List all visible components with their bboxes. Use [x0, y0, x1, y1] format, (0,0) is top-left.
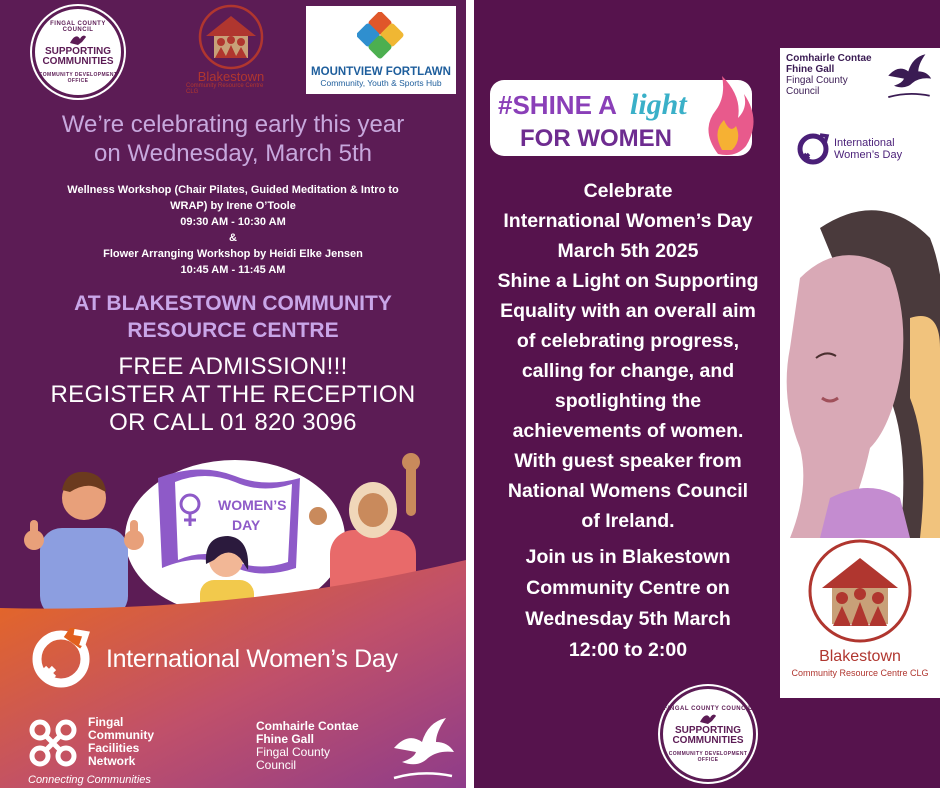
- banner-fcc-text: [786, 53, 872, 97]
- side-banner: [780, 48, 940, 698]
- fcc-line: Council: [786, 86, 820, 97]
- logo-ring-top: FINGAL COUNTY COUNCIL: [663, 705, 753, 712]
- blakestown-house-icon: [800, 536, 920, 646]
- description-line: March 5th 2025: [557, 240, 699, 262]
- join-line: Community Centre on: [526, 577, 730, 599]
- venue-heading: [0, 290, 466, 344]
- join-us-info: [474, 542, 782, 666]
- admission-line: FREE ADMISSION!!!: [118, 353, 348, 380]
- fingal-bird-icon: [388, 712, 458, 782]
- logo-main-text: SUPPORTING COMMUNITIES: [42, 45, 114, 67]
- schedule-line: Flower Arranging Workshop by Heidi Elke Jensen: [103, 248, 363, 260]
- description-line: of celebrating progress,: [516, 330, 740, 352]
- schedule-separator: &: [229, 232, 237, 244]
- blakestown-sub: Community Resource Centre CLG: [186, 83, 264, 95]
- flag-text-2: DAY: [232, 517, 261, 533]
- logo-ring-bottom: COMMUNITY DEVELOPMENT OFFICE: [38, 71, 118, 84]
- bird-icon: [698, 712, 718, 726]
- banner-iwd-logo: [796, 132, 902, 166]
- mountview-title: MOUNTVIEW FORTLAWN: [311, 66, 451, 78]
- fcfn-line: Network: [88, 754, 136, 768]
- house-people-icon: [194, 4, 268, 70]
- fcfn-tagline: Connecting Communities: [28, 774, 151, 786]
- fcc-line: Fhine Gall: [256, 732, 315, 746]
- flag-text-1: WOMEN’S: [218, 497, 287, 513]
- women-profile-illustration: [780, 198, 940, 538]
- description-line: National Womens Council: [507, 480, 749, 502]
- schedule-time: 10:45 AM - 11:45 AM: [180, 264, 286, 276]
- event-description: [474, 176, 782, 536]
- admission-info: [0, 353, 466, 437]
- admission-line: OR CALL 01 820 3096: [109, 409, 357, 436]
- shine-text-2: light: [630, 88, 687, 121]
- venue-line-1: AT BLAKESTOWN COMMUNITY: [74, 292, 392, 315]
- logo-ring-top: FINGAL COUNTY COUNCIL: [50, 20, 106, 33]
- schedule-time: 09:30 AM - 10:30 AM: [180, 216, 286, 228]
- mountview-sub: Community, Youth & Sports Hub: [320, 78, 442, 88]
- iwd-symbol-icon: [796, 132, 830, 166]
- blakestown-name: Blakestown: [197, 69, 265, 84]
- fcc-line: Comhairle Contae: [256, 719, 359, 733]
- iwd-symbol-icon: [30, 628, 92, 690]
- description-line: With guest speaker from: [514, 450, 742, 472]
- bird-icon: [68, 33, 88, 47]
- fcc-line: Comhairle Contae: [786, 53, 872, 64]
- shine-a-light-logo: [490, 70, 760, 162]
- admission-line: REGISTER AT THE RECEPTION: [50, 381, 416, 408]
- mountview-fortlawn-logo: [306, 6, 456, 94]
- iwd-logo-row: [30, 628, 398, 690]
- logo-ring-bottom: COMMUNITY DEVELOPMENT OFFICE: [668, 750, 748, 763]
- shine-text-1: #SHINE A: [498, 90, 617, 120]
- fcfn-line: Fingal: [88, 715, 124, 729]
- description-line: spotlighting the: [554, 390, 702, 412]
- schedule-line: WRAP) by Irene O’Toole: [170, 200, 296, 212]
- description-line: Shine a Light on Supporting: [497, 270, 759, 292]
- fingal-bird-icon: [884, 50, 934, 100]
- celebrate-heading: [0, 110, 466, 168]
- celebrate-line-1: We’re celebrating early this year: [61, 111, 405, 138]
- workshop-schedule: [30, 182, 436, 278]
- sports-hub-icon: [357, 12, 405, 60]
- fcc-line: Council: [256, 758, 297, 772]
- join-line: Wednesday 5th March: [525, 608, 731, 630]
- banner-blakestown-sub: Community Resource Centre CLG: [791, 668, 929, 678]
- description-line: International Women’s Day: [503, 210, 753, 232]
- supporting-communities-logo: [660, 686, 756, 782]
- description-line: of Ireland.: [581, 510, 675, 532]
- shine-logo-graphic: [490, 70, 760, 162]
- description-line: calling for change, and: [521, 360, 735, 382]
- iwd-text: International Women’s Day: [106, 644, 398, 673]
- fcc-line: Fingal County: [256, 745, 331, 759]
- fcc-line: Fhine Gall: [786, 64, 835, 75]
- celebrate-line-2: on Wednesday, March 5th: [94, 140, 372, 167]
- description-line: Celebrate: [583, 180, 673, 202]
- right-poster: [474, 0, 940, 788]
- description-line: achievements of women.: [512, 420, 744, 442]
- supporting-communities-logo: [32, 6, 124, 98]
- venue-line-2: RESOURCE CENTRE: [127, 319, 339, 342]
- banner-blakestown-name: Blakestown: [819, 648, 901, 665]
- network-knot-icon: [26, 716, 80, 770]
- iwd-mini-line: Women’s Day: [834, 149, 903, 161]
- fingal-county-council-text: [256, 720, 359, 772]
- fcfn-line: Facilities: [88, 741, 140, 755]
- join-line: Join us in Blakestown: [525, 546, 731, 568]
- schedule-line: Wellness Workshop (Chair Pilates, Guided Meditation & Intro to: [67, 184, 399, 196]
- shine-text-3: FOR WOMEN: [520, 125, 672, 152]
- iwd-mini-line: International: [834, 137, 895, 149]
- description-line: Equality with an overall aim: [500, 300, 756, 322]
- left-poster: [0, 0, 466, 788]
- fcc-line: Fingal County: [786, 75, 848, 86]
- fingal-community-facilities-network-logo: [26, 716, 154, 770]
- blakestown-logo: [186, 4, 276, 95]
- fcfn-line: Community: [88, 728, 154, 742]
- join-time: 12:00 to 2:00: [568, 639, 688, 661]
- logo-main-text: SUPPORTING COMMUNITIES: [672, 724, 744, 746]
